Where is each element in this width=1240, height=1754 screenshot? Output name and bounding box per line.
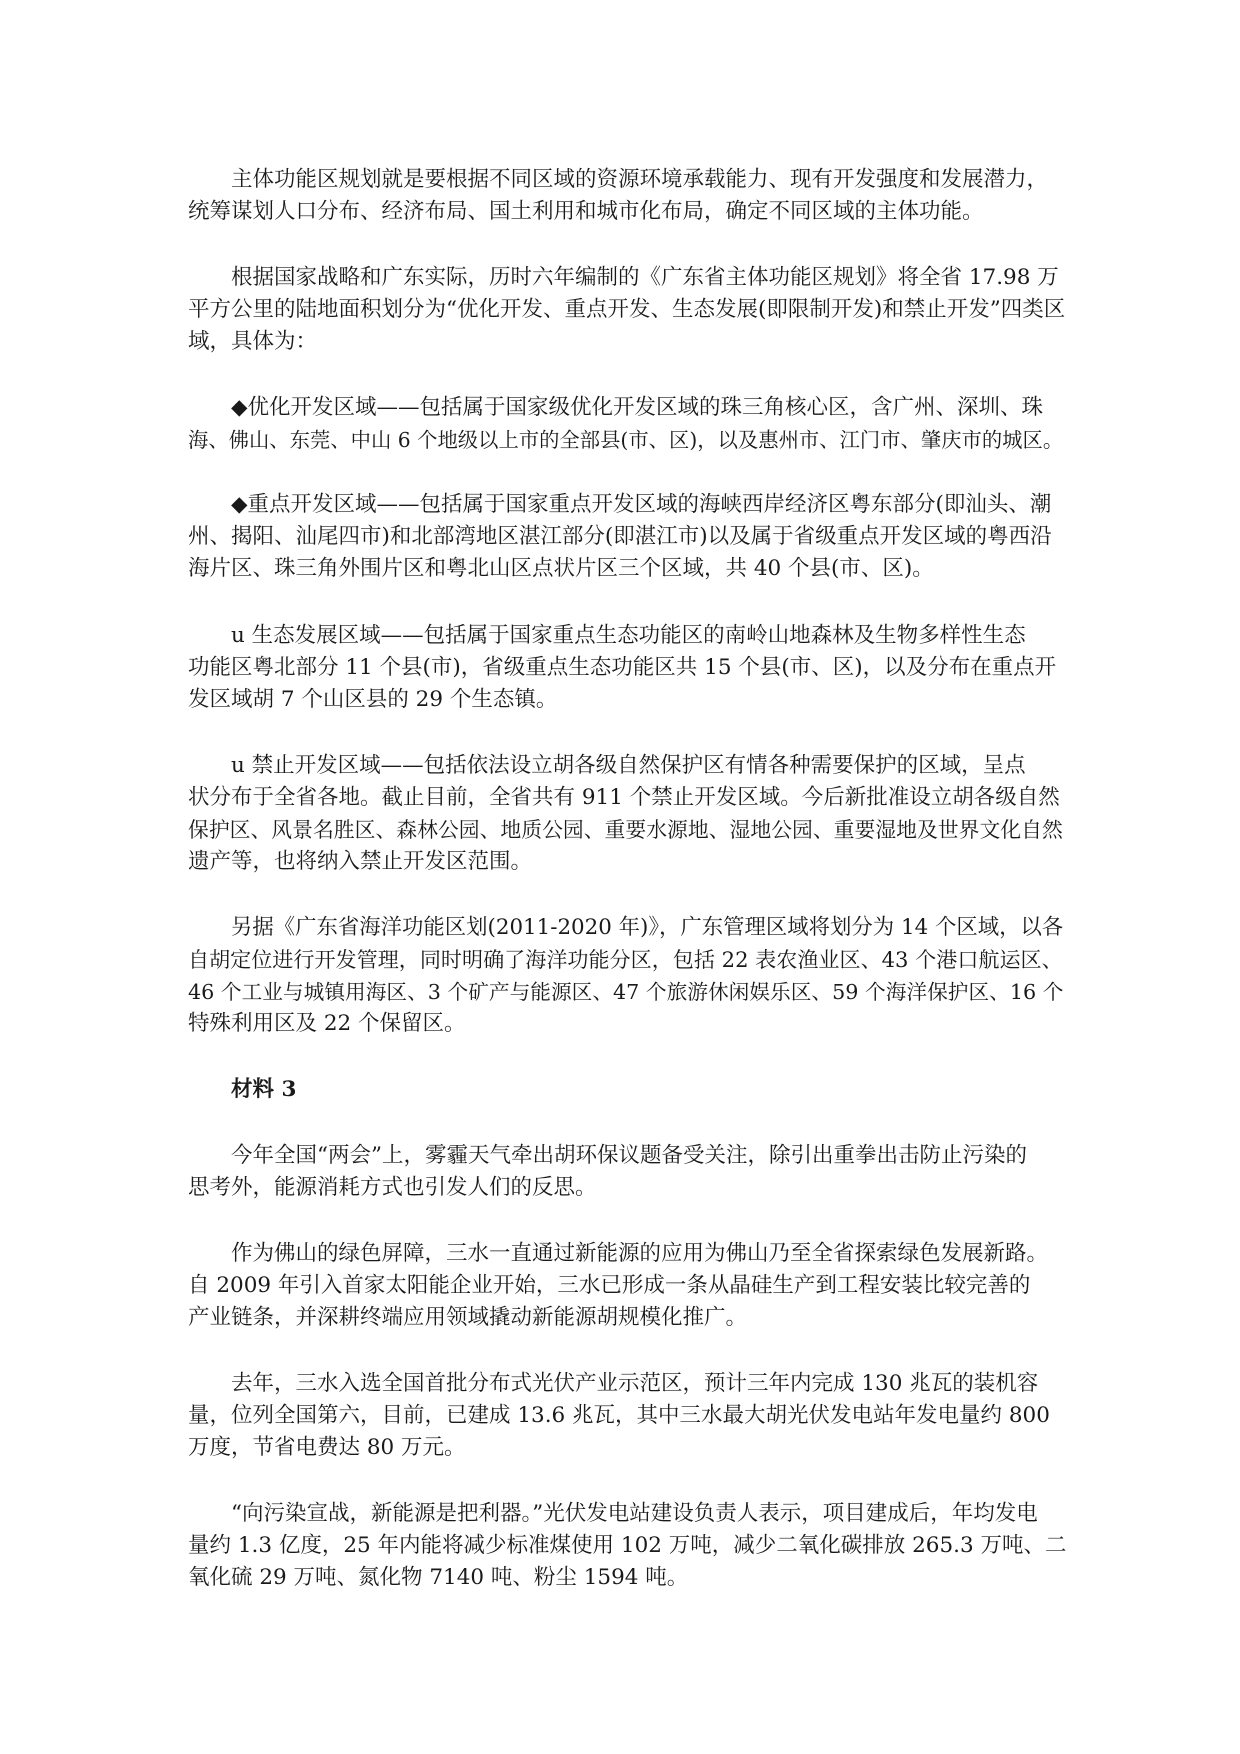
text-line: 思考外，能源消耗方式也引发人们的反思。 [188,1175,597,1200]
text-line: 州、揭阳、汕尾四市)和北部湾地区湛江部分(即湛江市)以及属于省级重点开发区域的粤西沿 [188,524,1052,549]
text-line: 海片区、珠三角外围片区和粤北山区点状片区三个区域，共 40 个县(市、区)。 [188,556,934,581]
paragraph-key-development-zone [188,489,1068,585]
text-line: 另据《广东省海洋功能区划(2011-2020 年)》，广东管理区域将划分为 14 个区域，以各 [231,915,1064,940]
text-line: 46 个工业与城镇用海区、3 个矿产与能源区、47 个旅游休闲娱乐区、59 个海洋保护区、16 个 [188,980,1064,1004]
text-line: “向污染宣战，新能源是把利器。”光伏发电站建设负责人表示，项目建成后，年均发电 [231,1501,1038,1526]
paragraph-two-sessions [188,1140,1068,1204]
text-line: 功能区粤北部分 11 个县(市)，省级重点生态功能区共 15 个县(市、区)，以及分布在重点开 [188,655,1057,680]
paragraph-optimized-development-zone [188,392,1068,456]
text-line: 产业链条，并深耕终端应用领域撬动新能源胡规模化推广。 [188,1305,748,1330]
text-line: 氧化硫 29 万吨、氮化物 7140 吨、粉尘 1594 吨。 [188,1565,689,1590]
text-line: 自 2009 年引入首家太阳能企业开始，三水已形成一条从晶硅生产到工程安装比较完善的 [188,1273,1031,1298]
text-line: 海、佛山、东莞、中山 6 个地级以上市的全部县(市、区)，以及惠州市、江门市、肇庆市的城区。 [188,428,1064,452]
text-line: 作为佛山的绿色屏障，三水一直通过新能源的应用为佛山乃至全省探索绿色发展新路。 [231,1241,1049,1266]
paragraph-ecological-development-zone [188,620,1068,716]
text-line: 根据国家战略和广东实际，历时六年编制的《广东省主体功能区规划》将全省 17.98 万 [231,265,1059,290]
paragraph-sanshui-green-barrier [188,1238,1068,1334]
paragraph-marine-function-zoning [188,912,1068,1040]
text-line: u 生态发展区域——包括属于国家重点生态功能区的南岭山地森林及生物多样性生态 [231,623,1026,648]
text-line: u 禁止开发区域——包括依法设立胡各级自然保护区有情各种需要保护的区域，呈点 [231,753,1026,778]
text-line: 状分布于全省各地。截止目前，全省共有 911 个禁止开发区域。今后新批准设立胡各级自然 [188,785,1060,810]
section-heading-material-3 [188,1074,1068,1106]
text-line: 今年全国“两会”上，雾霾天气牵出胡环保议题备受关注，除引出重拳出击防止污染的 [231,1143,1027,1168]
text-line: 量约 1.3 亿度，25 年内能将减少标准煤使用 102 万吨，减少二氧化碳排放 265.3 万吨、二 [188,1533,1067,1558]
section-heading: 材料 3 [231,1077,297,1102]
text-line: 域，具体为： [188,329,318,354]
text-line: 万度，节省电费达 80 万元。 [188,1435,466,1460]
paragraph-guangdong-planning [188,262,1068,358]
text-line: 特殊利用区及 22 个保留区。 [188,1011,466,1036]
text-line: 遗产等，也将纳入禁止开发区范围。 [188,849,533,874]
text-line: 主体功能区规划就是要根据不同区域的资源环境承载能力、现有开发强度和发展潜力， [231,167,1049,192]
text-line: 自胡定位进行开发管理，同时明确了海洋功能分区，包括 22 表农渔业区、43 个港口航运区、 [188,947,1063,972]
text-line: 平方公里的陆地面积划分为“优化开发、重点开发、生态发展(即限制开发)和禁止开发”四类区 [188,297,1066,322]
text-line: 统筹谋划人口分布、经济布局、国土利用和城市化布局，确定不同区域的主体功能。 [188,199,984,224]
text-line: 发区域胡 7 个山区县的 29 个生态镇。 [188,687,558,712]
paragraph-prohibited-development-zone [188,750,1068,878]
text-line: 保护区、风景名胜区、森林公园、地质公园、重要水源地、湿地公园、重要湿地及世界文化自然 [188,818,1063,842]
text-line: ◆优化开发区域——包括属于国家级优化开发区域的珠三角核心区，含广州、深圳、珠 [231,395,1044,420]
paragraph-main-function-planning [188,164,1068,228]
text-line: 去年，三水入选全国首批分布式光伏产业示范区，预计三年内完成 130 兆瓦的装机容 [231,1371,1039,1396]
paragraph-new-energy-quote [188,1498,1068,1594]
text-line: 量，位列全国第六，目前，已建成 13.6 兆瓦，其中三水最大胡光伏发电站年发电量约 800 [188,1403,1050,1428]
paragraph-photovoltaic-demonstration [188,1368,1068,1464]
text-line: ◆重点开发区域——包括属于国家重点开发区域的海峡西岸经济区粤东部分(即汕头、潮 [231,492,1052,517]
